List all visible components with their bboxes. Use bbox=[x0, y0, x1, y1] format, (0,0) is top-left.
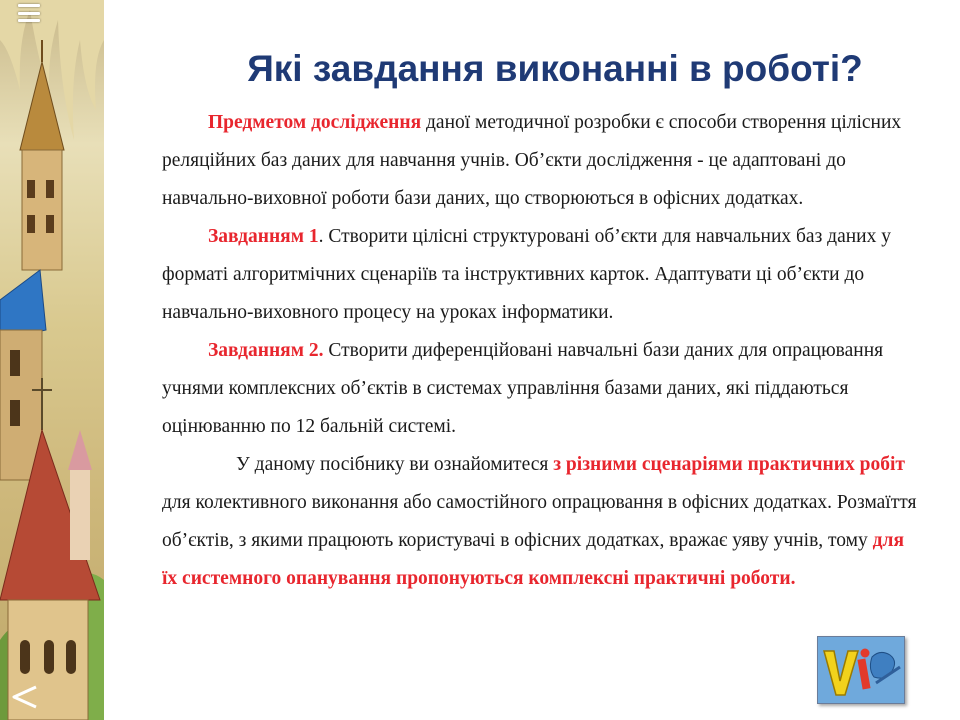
paragraph-task-2 bbox=[162, 332, 922, 446]
body-text: для колективного виконання або самостійного опрацювання в офісних додатках. Розмаїття об’єктів, з якими працюють користувачі в офісних додатках, вражає уяву учнів, тому bbox=[162, 492, 917, 551]
highlight-text: Завданням 2. bbox=[208, 340, 324, 361]
menu-button[interactable] bbox=[18, 4, 40, 22]
body-text: . Створити цілісні структуровані об’єкти для навчальних баз даних у форматі алгоритмічних сценаріїв та інструктивних карток. Адаптувати ці об’єкти до навчально-виховного процесу на уроках інформатики. bbox=[162, 226, 891, 323]
body-text: даної методичної розробки є способи створення цілісних реляційних баз даних для навчання учнів. Об’єкти дослідження - це адаптовані до навчально-виховної роботи бази даних, що створюються в офісних додатках. bbox=[162, 112, 902, 209]
castle-illustration bbox=[0, 0, 104, 720]
paragraph-subject bbox=[162, 104, 922, 218]
slide-body bbox=[162, 104, 922, 598]
highlight-text: Завданням 1 bbox=[208, 226, 319, 247]
slide-title: Які завдання виконанні в роботі? bbox=[247, 48, 863, 89]
hamburger-menu-icon bbox=[18, 4, 40, 7]
back-button[interactable] bbox=[10, 684, 40, 710]
body-text: Створити диференційовані навчальні бази даних для опрацювання учнями комплексних об’єктів в системах управління базами даних, які піддаються оцінюванню по 12 бальній системі. bbox=[162, 340, 884, 437]
body-text: У даному посібнику ви ознайомитеся bbox=[236, 454, 554, 475]
viewer-logo[interactable] bbox=[817, 636, 905, 704]
paragraph-task-1 bbox=[162, 218, 922, 332]
viewer-logo-icon bbox=[818, 637, 904, 703]
castle-decoration-panel bbox=[0, 0, 104, 720]
highlight-text: з різними сценаріями практичних робіт bbox=[553, 454, 905, 475]
paragraph-guide bbox=[162, 446, 922, 598]
highlight-text: Предметом дослідження bbox=[208, 112, 422, 133]
highlight-text: для їх системного опанування пропонуються комплексні практичні роботи. bbox=[162, 530, 905, 589]
back-arrow-icon bbox=[10, 684, 40, 710]
